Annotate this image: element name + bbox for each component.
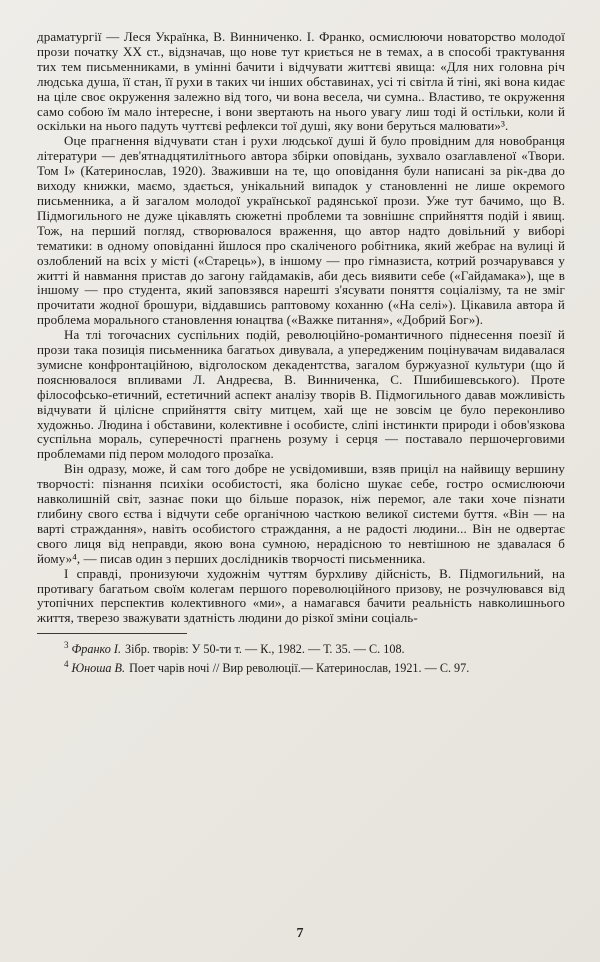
- footnote-4-marker: 4: [64, 658, 69, 669]
- footnote-3: [37, 638, 565, 656]
- footnote-3-marker: 3: [64, 640, 69, 651]
- page-number: 7: [296, 926, 304, 941]
- footnote-4-text: Поет чарів ночі // Вир революції.— Катеринослав, 1921. — С. 97.: [129, 660, 470, 675]
- paragraph-1: драматургії — Леся Українка, В. Винниченко. І. Франко, осмислюючи новаторство молодої прози початку XX ст., відзначав, що нове тут криється не в темах, а в способі трактування тих тем письменниками, в умінні бачити і відчувати життєві явища: «Для них головна річ людська душа, її стан, її рухи в таких чи інших обставинах, усі ті світла й тіні, які вона кидає на ціле своє окруження залежно від того, чи вона весела, чи сумна.. Властиво, те окруження само собою їм мало інтересне, і вони звертають на нього увагу лиш тоді й остільки, коли й оскільки на нього падуть чуттєві рефлекси тої душі, яку вони беруться малювати»³.: [37, 29, 565, 134]
- footnote-4-author: Юноша В.: [71, 660, 126, 675]
- paragraph-4: Він одразу, може, й сам того добре не усвідомивши, взяв приціл на найвищу вершину творчості: пізнання психіки особистості, яка болісно шукає себе, гостро осмислюючи навколишній світ, зазнає поки що більше поразок, ніж перемог, але таки хоче пізнати глибину свого єства і відчути себе органічною часткою великої системи буття. «Він — на варті страждання», навіть особистого страждання, а не радості людини... Він не одвертає свого лиця від неправди, якою вона сумною, нерадісною то невтішною не здавалася б йому»⁴, — писав один з перших дослідників творчості письменника.: [37, 461, 565, 566]
- footnote-3-text: Зібр. творів: У 50-ти т. — К., 1982. — Т. 35. — С. 108.: [125, 642, 405, 657]
- footnotes: [37, 638, 565, 675]
- footnote-4: [37, 657, 565, 675]
- paragraph-3: На тлі тогочасних суспільних подій, революційно-романтичного піднесення поезії й прози така позиція письменника багатьох дивувала, а упередженим поцінувачам видавалася зумисне конфронтаційною, відголоском декадентства, загалом буржуазної культури (що й пояснювалося впливами Л. Андреєва, В. Винниченка, С. Пшибишевського). Проте філософсько-етичний, естетичний аспект аналізу творів В. Підмогильного давав можливість відчувати й цілісне сприйняття світу митцем, хай ще не зовсім це було переконливо художньо. Людина і обставини, колективне і особисте, сліпі інстинкти природи і обов'язкова суспільна мораль, суперечності прагнень розуму і серця — поставало першочерговими проблемами під пером молодого прозаїка.: [37, 327, 565, 462]
- footnote-divider: [37, 633, 187, 634]
- body-text: [37, 30, 565, 626]
- paragraph-2: Оце прагнення відчувати стан і рухи людської душі й було провідним для новобранця літератури — дев'ятнадцятилітнього автора збірки оповідань, зухвало озаглавленої «Твори. Том I» (Катеринослав, 1920). Зваживши на те, що оповідання були написані за рік-два до виходу книжки, маємо, здається, унікальний випадок у становленні не лише окремого письменника, а й загалом молодої української радянської прози. Уже тут бачимо, що В. Підмогильного не дуже цікавлять сюжетні проблеми та зовнішнє сприйняття подій і явищ. Тож, на перший погляд, створювалося враження, що автор надто довільний у виборі тематики: в одному оповіданні йшлося про скаліченого робітника, який жебрає на вулиці й озлоблений на всіх у місті («Старець»), в іншому — про гімназиста, котрий розчарувався у житті й навмання пристав до загону гайдамаків, аби десь виявити себе («Гайдамака»), ще в іншому — про студента, який заповзявся нарешті з'ясувати поняття соціалізму, та не зміг прочитати жодної брошури, віддавшись раптовому коханню («На селі»). Цікавила автора й проблема морального становлення юнацтва («Важке питання», «Добрий Бог»).: [37, 133, 565, 328]
- paragraph-5: І справді, пронизуючи художнім чуттям бурхливу дійсність, В. Підмогильний, на противагу багатьом своїм колегам першого пореволюційного призову, не розчулювався від утопічних перспектив колективного «ми», а намагався бачити реальність навколишнього життя, тверезо зважувати здатність людини до різкої зміни соціаль-: [37, 565, 565, 626]
- footnote-3-author: Франко І.: [71, 642, 122, 657]
